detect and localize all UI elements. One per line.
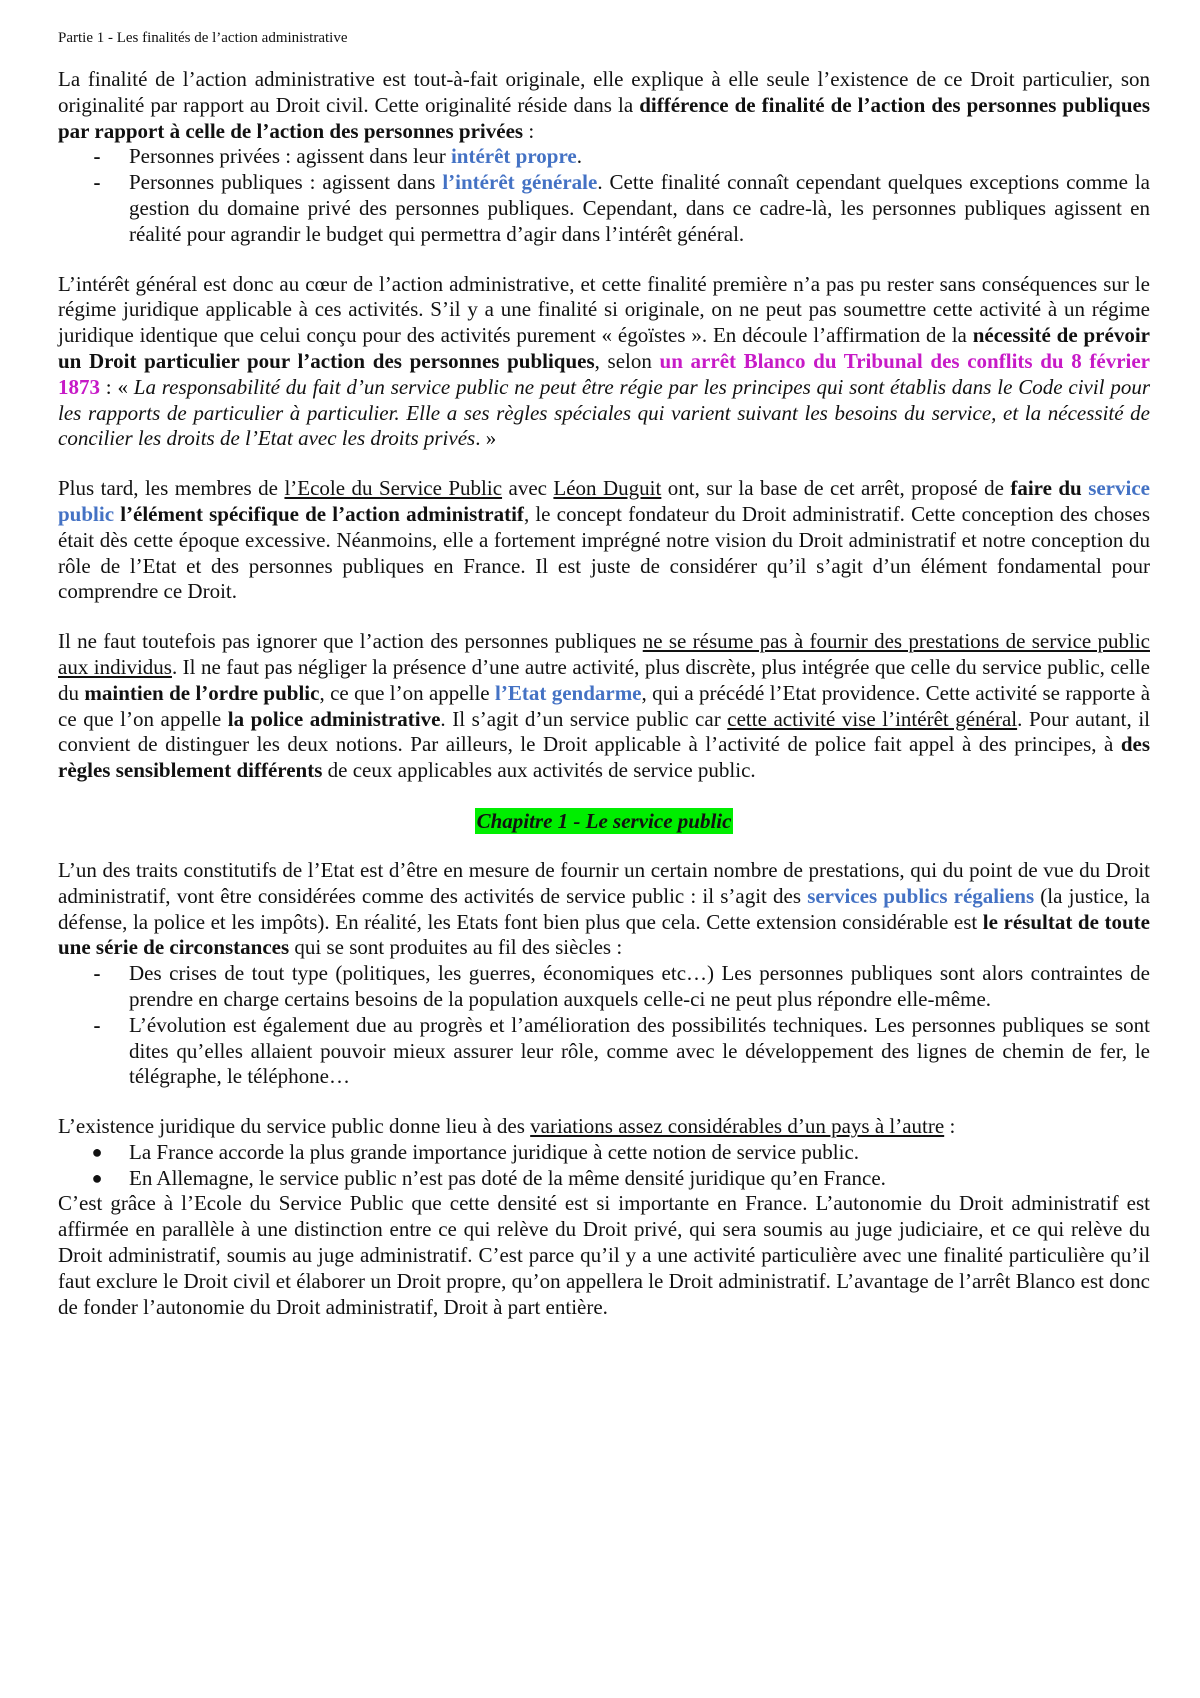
text-run: , le concept fondateur du Droit administratif. Cette conception des choses était dès cette époque excessive. Néanmoins, elle a fortement imprégné notre vision du Droit administratif et notre conception du rôle de l’Etat et des personnes publiques en France. Il est juste de considérer qu’il s’agit d’un élément fondamental pour comprendre ce Droit. [58, 501, 1150, 604]
bold-text: différence de finalité de l’action des personnes publiques par rapport à celle de l’action des personnes privées [58, 92, 1150, 143]
text-run: avec [502, 476, 554, 501]
list-item-text: L’évolution est également due au progrès et l’amélioration des possibilités techniques. Les personnes publiques se sont dites qu’elles allaient pouvoir mieux assurer leur rôle, comme avec le développement des lignes de chemin de fer, le télégraphe, le téléphone… [129, 1012, 1150, 1089]
blue-highlight: intérêt propre [450, 144, 577, 169]
text-run: Personnes privées : agissent dans leur [129, 144, 451, 169]
paragraph-interet-general [58, 272, 1150, 453]
chapter-heading-wrapper [58, 808, 1150, 834]
text-run: L’intérêt général est donc au cœur de l’action administrative, et cette finalité première n’a pas pu rester sans conséquences sur le régime juridique applicable à ces activités. S’il y a une finalité si originale, on ne peut pas soumettre cette activité à un régime juridique identique que celui conçu pour des activités purement « égoïstes ». En découle l’affirmation de la [58, 271, 1150, 348]
text-run: de ceux applicables aux activités de service public. [322, 758, 756, 783]
text-run: ont, sur la base de cet arrêt, proposé de [661, 476, 1011, 501]
text-run: (la justice, la défense, la police et les impôts). En réalité, les Etats font bien plus que cela. Cette extension considérable est [58, 883, 1150, 934]
bold-text: l’élément spécifique de l’action administratif [114, 501, 524, 526]
paragraph-services-regaliens [58, 858, 1150, 961]
text-run: . » [475, 426, 497, 451]
bullet-list-pays [58, 1140, 1150, 1192]
list-item [58, 961, 1150, 1013]
bold-text: la police administrative [227, 706, 441, 731]
text-run: La finalité de l’action administrative est tout-à-fait originale, elle explique à elle seule l’existence de ce Droit particulier, son originalité par rapport au Droit civil. Cette originalité réside dans la [58, 67, 1150, 117]
blue-highlight: service public [58, 476, 1150, 526]
paragraph-police-administrative [58, 629, 1150, 784]
text-run: . Cette finalité connaît cependant quelques exceptions comme la gestion du domaine privé des personnes publiques. Cependant, dans ce cadre-là, les personnes publiques agissent en réalité pour agrandir le budget qui permettra d’agir dans l’intérêt général. [129, 170, 1150, 246]
text-run: qui se sont produites au fil des siècles : [289, 935, 623, 960]
list-item-text: En Allemagne, le service public n’est pas doté de la même densité juridique qu’en France. [129, 1165, 886, 1190]
chapter-heading: Chapitre 1 - Le service public [476, 808, 732, 833]
blue-highlight: l’Etat gendarme [495, 680, 642, 705]
list-item [58, 1166, 1150, 1192]
underlined-text: Léon Duguit [553, 476, 662, 501]
text-run: : [944, 1114, 956, 1139]
text-run: . Il s’agit d’un service public car [440, 706, 728, 731]
text-run: : « [100, 374, 134, 399]
bullet-marker: ● [91, 1141, 103, 1162]
paragraph-intro [58, 67, 1150, 144]
underlined-text: l’Ecole du Service Public [284, 476, 503, 501]
dash-marker: - [93, 961, 101, 986]
bold-text: le résultat de toute une série de circonstances [58, 909, 1150, 960]
bold-text: des règles sensiblement différents [58, 732, 1150, 783]
arret-blanco-reference: un arrêt Blanco du Tribunal des conflits du 8 février 1873 [58, 348, 1150, 399]
dash-list-circonstances [58, 961, 1150, 1090]
text-run: Personnes publiques : agissent dans [129, 170, 443, 195]
underlined-text: variations assez considérables d’un pays à l’autre [530, 1114, 945, 1139]
dash-marker: - [93, 1012, 101, 1037]
text-run: , ce que l’on appelle [319, 680, 495, 705]
text-run: L’un des traits constitutifs de l’Etat est d’être en mesure de fournir un certain nombre de prestations, qui du point de vue du Droit administratif, vont être considérées comme des activités de service public : il s’agit des [58, 857, 1150, 908]
list-item [58, 1013, 1150, 1090]
dash-marker: - [93, 144, 101, 169]
blue-highlight: services publics régaliens [807, 883, 1035, 908]
dash-marker: - [93, 170, 101, 195]
text-run: , selon [594, 348, 660, 373]
underlined-text: cette activité vise l’intérêt général [727, 706, 1018, 731]
dash-list-finalites [58, 144, 1150, 247]
text-run: L’existence juridique du service public donne lieu à des [58, 1114, 531, 1139]
list-item-text: La France accorde la plus grande importance juridique à cette notion de service public. [129, 1139, 860, 1164]
list-item [58, 1140, 1150, 1166]
bold-text: nécessité de prévoir un Droit particulier pour l’action des personnes publiques [58, 323, 1150, 373]
text-run: Plus tard, les membres de [58, 476, 285, 501]
blue-highlight: l’intérêt générale [442, 170, 598, 195]
list-item [58, 170, 1150, 247]
text-run: Il ne faut toutefois pas ignorer que l’action des personnes publiques [58, 629, 643, 654]
text-run: . Pour autant, il convient de distinguer les deux notions. Par ailleurs, le Droit applicable à l’activité de police fait appel à des principes, à [58, 706, 1151, 757]
paragraph-ecole-service-public [58, 476, 1150, 605]
list-item [58, 144, 1150, 170]
underlined-text: ne se résume pas à fournir des prestations de service public aux individus [58, 629, 1150, 679]
quote-italic: La responsabilité du fait d’un service public ne peut être régie par les principes qui sont établis dans le Code civil pour les rapports de particulier à particulier. Elle a ses règles spéciales qui varient suivant les besoins du service, et la nécessité de concilier les droits de l’Etat avec les droits privés [58, 374, 1150, 451]
text-run: , qui a précédé l’Etat providence. Cette activité se rapporte à ce que l’on appelle [58, 680, 1151, 731]
text-run: : [523, 118, 535, 143]
text-run: . Il ne faut pas négliger la présence d’une autre activité, plus discrète, plus intégrée que celle du service public, celle du [58, 654, 1150, 705]
paragraph-autonomie: C’est grâce à l’Ecole du Service Public que cette densité est si importante en France. L’autonomie du Droit administratif est affirmée en parallèle à une distinction entre ce qui relève du Droit privé, qui sera soumis au juge judiciaire, et ce qui relève du Droit administratif, soumis au juge administratif. C’est parce qu’il y a une activité particulière avec une finalité particulière qu’il faut exclure le Droit civil et élaborer un Droit propre, qu’on appellera le Droit administratif. L’avantage de l’arrêt Blanco est donc de fonder l’autonomie du Droit administratif, Droit à part entière. [58, 1191, 1150, 1319]
bold-text: maintien de l’ordre public [84, 680, 320, 705]
list-item-text: Des crises de tout type (politiques, les guerres, économiques etc…) Les personnes publiques sont alors contraintes de prendre en charge certains besoins de la population auxquels celle-ci ne peut plus répondre elle-même. [129, 961, 1150, 1011]
page-header: Partie 1 - Les finalités de l’action administrative [58, 30, 348, 46]
paragraph-variations [58, 1114, 1150, 1140]
text-run: . [576, 144, 582, 169]
bullet-marker: ● [91, 1167, 103, 1188]
bold-text: faire du [1010, 476, 1089, 501]
